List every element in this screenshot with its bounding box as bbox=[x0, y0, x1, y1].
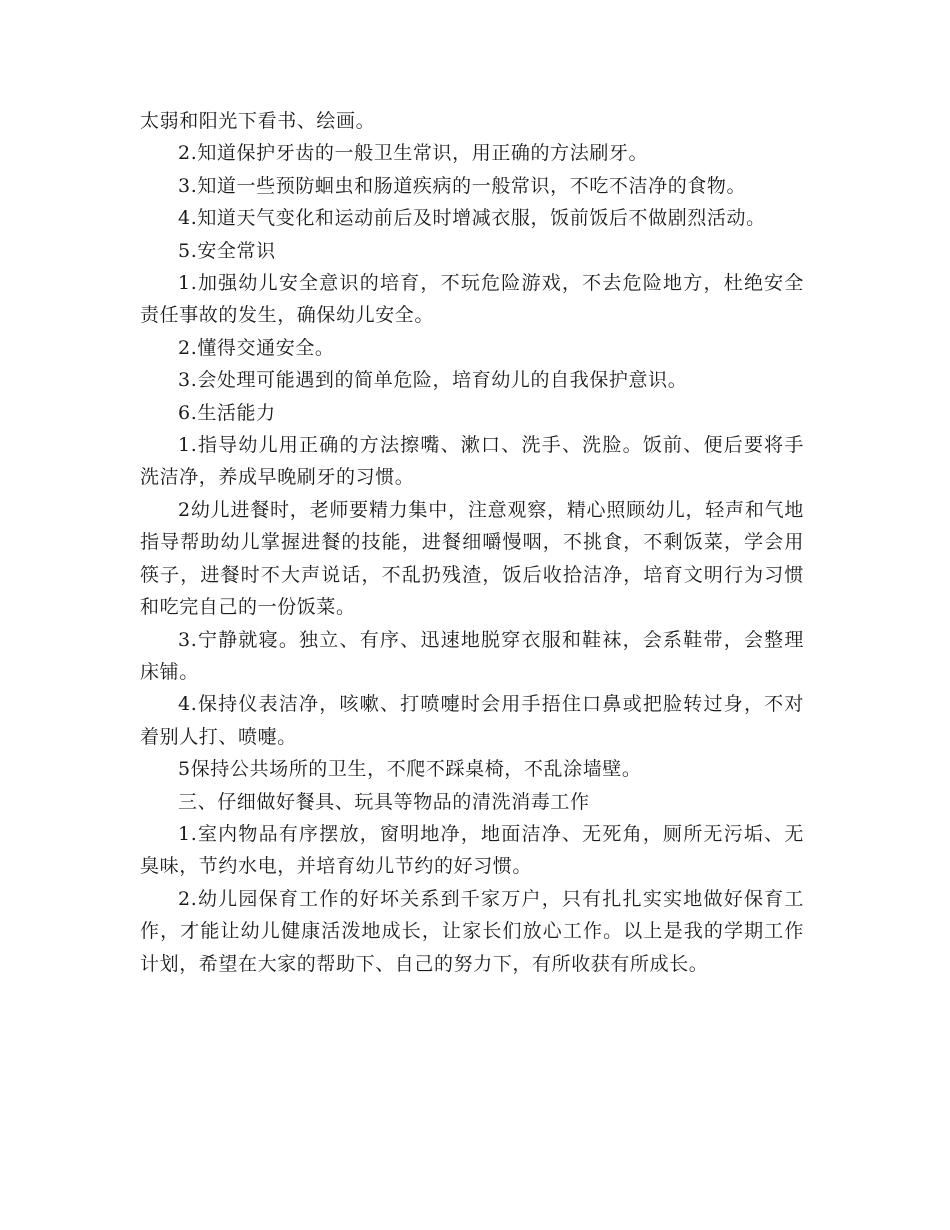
paragraph-washing-habits: 1.指导幼儿用正确的方法擦嘴、漱口、洗手、洗脸。饭前、便后要将手洗洁净，养成早晚刷牙的习惯。 bbox=[140, 434, 804, 489]
paragraph-sleeping: 3.宁静就寝。独立、有序、迅速地脱穿衣服和鞋袜，会系鞋带，会整理床铺。 bbox=[140, 628, 804, 683]
paragraph-safety-awareness: 1.加强幼儿安全意识的培育，不玩危险游戏，不去危险地方，杜绝安全责任事故的发生，确保幼儿安全。 bbox=[140, 272, 804, 327]
heading-safety-knowledge: 5.安全常识 bbox=[178, 239, 276, 262]
paragraph-eye-care-continued: 太弱和阳光下看书、绘画。 bbox=[140, 110, 376, 132]
paragraph-conclusion: 2.幼儿园保育工作的好坏关系到千家万户，只有扎扎实实地做好保育工作，才能让幼儿健康活泼地成长，让家长们放心工作。以上是我的学期工作计划，希望在大家的帮助下、自己的努力下，有所收获有所成长。 bbox=[140, 887, 804, 975]
heading-life-skills: 6.生活能力 bbox=[178, 401, 276, 424]
heading-disinfection: 三、仔细做好餐具、玩具等物品的清洗消毒工作 bbox=[178, 790, 590, 813]
paragraph-meal-time: 2幼儿进餐时，老师要精力集中，注意观察，精心照顾幼儿，轻声和气地指导帮助幼儿掌握进餐的技能，进餐细嚼慢咽，不挑食，不剩饭菜，学会用筷子，进餐时不大声说话，不乱扔残渣，饭后收拾洁净，培育文明行为习惯和吃完自己的一份饭菜。 bbox=[140, 498, 804, 619]
paragraph-disease-prevention: 3.知道一些预防蛔虫和肠道疾病的一般常识，不吃不洁净的食物。 bbox=[178, 174, 747, 197]
paragraph-traffic-safety: 2.懂得交通安全。 bbox=[178, 336, 335, 359]
paragraph-room-order: 1.室内物品有序摆放，窗明地净，地面洁净、无死角，厕所无污垢、无臭味，节约水电，并培育幼儿节约的好习惯。 bbox=[140, 822, 804, 878]
paragraph-weather-clothing: 4.知道天气变化和运动前后及时增减衣服，饭前饭后不做剧烈活动。 bbox=[178, 207, 766, 230]
paragraph-teeth-hygiene: 2.知道保护牙齿的一般卫生常识，用正确的方法刷牙。 bbox=[178, 142, 649, 165]
paragraph-self-protection: 3.会处理可能遇到的简单危险，培育幼儿的自我保护意识。 bbox=[178, 369, 688, 392]
paragraph-appearance: 4.保持仪表洁净，咳嗽、打喷嚏时会用手捂住口鼻或把脸转过身，不对着别人打、喷嚏。 bbox=[140, 693, 804, 748]
document-body bbox=[140, 105, 804, 980]
paragraph-public-hygiene: 5保持公共场所的卫生，不爬不踩桌椅，不乱涂墙壁。 bbox=[178, 758, 642, 781]
